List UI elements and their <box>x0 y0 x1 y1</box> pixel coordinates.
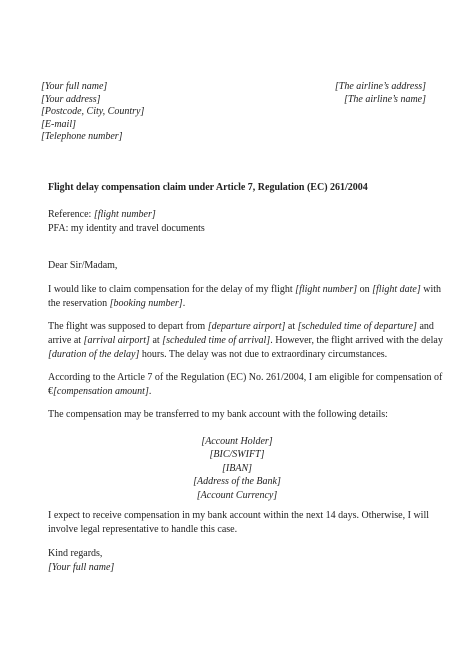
paragraph-eligibility-line-2 <box>48 385 442 399</box>
text-run: on <box>357 284 373 295</box>
flight-number-placeholder: [flight number] <box>295 284 358 295</box>
closing-regards: Kind regards, <box>48 548 103 559</box>
euro-sign: € <box>48 386 53 397</box>
bank-address-placeholder: [Address of the Bank] <box>193 476 281 488</box>
letter-title: Flight delay compensation claim under Article 7, Regulation (EC) 261/2004 <box>48 182 368 193</box>
sender-address: [Your address] <box>41 93 101 105</box>
paragraph-claim-line-1 <box>48 283 441 297</box>
bic-swift-placeholder: [BIC/SWIFT] <box>209 449 265 461</box>
sender-email: [E-mail] <box>41 118 76 130</box>
booking-number-placeholder: [booking number] <box>109 298 183 309</box>
closing-name: [Your full name] <box>48 562 115 573</box>
account-holder-placeholder: [Account Holder] <box>201 436 273 447</box>
reference-line <box>48 208 205 222</box>
text-run: . <box>182 298 186 309</box>
paragraph-eligibility-line-1: According to the Article 7 of the Regulation (EC) No. 261/2004, I am eligible for compensation of <box>48 372 443 383</box>
text-run: and <box>416 321 434 332</box>
paragraph-flight-details-line-1 <box>48 320 443 334</box>
paragraph-transfer <box>48 408 388 422</box>
account-currency-placeholder: [Account Currency] <box>196 489 278 501</box>
reference-value: [flight number] <box>93 209 156 220</box>
paragraph-deadline-line-2: involve legal representative to handle this case. <box>48 524 238 535</box>
paragraph-flight-details-line-3 <box>48 348 443 362</box>
paragraph-flight-details-line-2 <box>48 334 443 348</box>
airline-address: [The airline’s address] <box>334 81 426 92</box>
text-run: . However, the flight arrived with the delay <box>270 335 443 346</box>
reference-label: Reference: <box>48 209 94 220</box>
scheduled-departure-placeholder: [scheduled time of departure] <box>297 321 417 332</box>
sender-telephone: [Telephone number] <box>41 131 123 143</box>
text-run: the reservation <box>48 298 110 309</box>
pfa-line: PFA: my identity and travel documents <box>48 223 205 234</box>
text-run: arrive at <box>48 335 84 346</box>
delay-duration-placeholder: [duration of the delay] <box>48 349 140 360</box>
reference-block <box>48 208 205 236</box>
departure-airport-placeholder: [departure airport] <box>207 321 286 332</box>
salutation: Dear Sir/Madam, <box>48 260 118 271</box>
bank-details-block <box>0 435 474 502</box>
airline-name: [The airline’s name] <box>343 93 426 105</box>
paragraph-transfer-line: The compensation may be transferred to my bank account with the following details: <box>48 409 388 420</box>
text-run: I would like to claim compensation for the delay of my flight <box>48 284 296 295</box>
paragraph-deadline-line-1: I expect to receive compensation in my bank account within the next 14 days. Otherwise, I will <box>48 510 430 521</box>
text-run: The flight was supposed to depart from <box>48 321 208 332</box>
text-run: at <box>149 335 163 346</box>
text-run: at <box>285 321 298 332</box>
sender-full-name: [Your full name] <box>41 81 108 92</box>
scheduled-arrival-placeholder: [scheduled time of arrival] <box>162 335 271 346</box>
text-run: . <box>148 386 152 397</box>
sender-block <box>41 81 144 144</box>
paragraph-deadline <box>48 509 429 537</box>
arrival-airport-placeholder: [arrival airport] <box>83 335 150 346</box>
salutation-block <box>48 259 117 273</box>
iban-placeholder: [IBAN] <box>222 462 252 474</box>
text-run: with <box>420 284 442 295</box>
paragraph-flight-details <box>48 320 443 362</box>
paragraph-claim-line-2 <box>48 297 441 311</box>
compensation-amount-placeholder: [compensation amount] <box>53 386 149 397</box>
airline-block <box>335 81 426 106</box>
closing-block <box>48 547 114 575</box>
paragraph-eligibility <box>48 371 442 399</box>
paragraph-claim <box>48 283 441 311</box>
sender-postcode-city-country: [Postcode, City, Country] <box>41 106 145 118</box>
flight-date-placeholder: [flight date] <box>372 284 421 295</box>
text-run: hours. The delay was not due to extraordinary circumstances. <box>139 349 388 360</box>
